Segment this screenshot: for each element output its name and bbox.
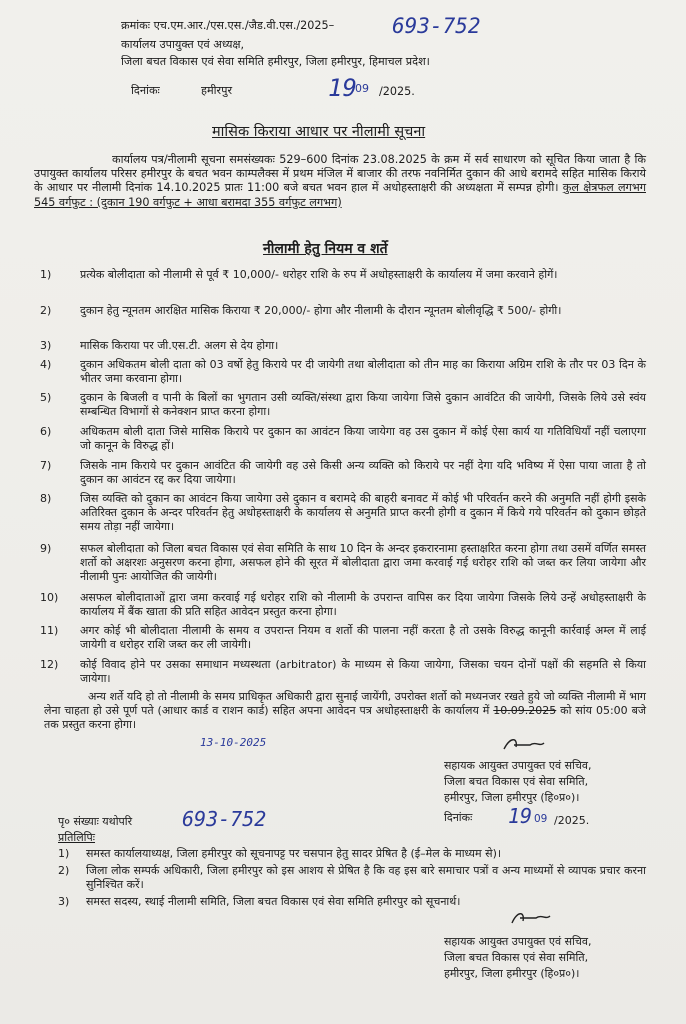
rule-number: 4) [40,358,52,371]
date-place: हमीरपुर [201,84,233,97]
copy-number: 2) [58,864,70,877]
signature-office-2: जिला बचत विकास एवं सेवा समिति, [444,951,589,964]
rules-title: नीलामी हेतु नियम व शर्ते [263,241,388,257]
handwritten-reference-number: 693-752 [392,14,481,38]
rule-text: मासिक किराया पर जी.एस.टी. अलग से देय होगा। [80,339,279,352]
signature-designation-1: सहायक आयुक्त उपायुक्त एवं सचिव, [444,759,592,772]
rule-text: दुकान अधिकतम बोली दाता को 03 वर्षो हेतु किराये पर दी जायेगी तथा बोलीदाता को तीन माह का किराया अग्रिम राशि के तौर पर 03 दिन के भीतर जमा करवाना होगा। [80,358,646,385]
rule-text: सफल बोलीदाता को जिला बचत विकास एवं सेवा समिति के साथ 10 दिन के अन्दर इकरारनामा हस्ताक्षरित करना होगा तथा उसमें वर्णित समस्त शर्तो को अक्षरशः अनुसरण करना होगा, असफल होने की सूरत में बोलीदाता द्वारा जमा करवाई गई धरोहर राशि को जब्त कर लिया जायेगा और नीलामी पुनः आयोजित की जायेगी। [80,542,646,583]
struck-date: 10.09.2025 [493,704,557,717]
notice-title: मासिक किराया आधार पर नीलामी सूचना [212,124,426,140]
signature-initials-1 [500,735,546,755]
date-year: /2025. [379,85,415,98]
endorsement-reference-label: पृ० संख्याः यथोपरि [58,815,133,828]
rule-text: अधिकतम बोली दाता जिसे मासिक किराये पर दुकान का आवंटन किया जायेगा वह उस दुकान में कोई ऐसा कार्य या गतिविधियाँ नहीं चलाएगा जो कानून के विरुद्ध हों। [80,425,646,452]
copy-text: समस्त कार्यालयाध्यक्ष, जिला हमीरपुर को सूचनापट्ट पर चसपान हेतु सादर प्रेषित है (ई–मेल के माध्यम से)। [86,847,502,860]
closing-text-part1: अन्य शर्ते यदि हो तो नीलामी के समय प्राधिकृत अधिकारी द्वारा सुनाई जायेंगी, उपरोक्त शर्तो को मध्यनजर रखते हुये जो व्यक्ति नीलामी में भाग लेना चाहता हो उसे पूर्ण पते (आधार कार्ड व राशन कार्ड) सहित अपना आवेदन पत्र अधोहस्ताक्षरी के कार्यालय में [44,690,646,717]
signature-location-1: हमीरपुर, जिला हमीरपुर (हि०प्र०)। [444,791,580,804]
rule-number: 11) [40,624,59,637]
rule-number: 7) [40,459,52,472]
intro-text: कार्यालय पत्र/नीलामी सूचना समसंख्यकः 529–600 दिनांक 23.08.2025 के क्रम में सर्व साधारण को सूचित किया जाता है कि उपायुक्त कार्यालय परिसर हमीरपुर के बचत भवन काम्पलैक्स में प्रथम मंजिल में बाजार की तरफ नवनिर्मित दुकान की आधे बरामदे सहित मासिक किराये के आधार पर नीलामी दिनांक 14.10.2025 प्रातः 11:00 बजे बचत भवन हाल में अधोहस्ताक्षरी की अध्यक्षता में सम्पन्न होगी। [34,153,646,195]
handwritten-date-month: 09 [355,82,369,95]
rule-text: अगर कोई भी बोलीदाता नीलामी के समय व उपरान्त नियम व शर्तो की पालना नहीं करता है तो उसके विरुद्ध कानूनी कार्रवाई अम्ल में लाई जायेगी व धरोहर राशि जब्त कर ली जायेगी। [80,624,646,651]
signature-location-2: हमीरपुर, जिला हमीरपुर (हि०प्र०)। [444,967,580,980]
handwritten-date-day: 19 [328,74,357,102]
rule-number: 8) [40,492,52,505]
rule-number: 3) [40,339,52,352]
rule-number: 6) [40,425,52,438]
handwritten-revised-date: 13-10-2025 [200,736,267,749]
intro-area-underlined: कुल क्षेत्रफल लगभग 545 वर्गफुट : (दुकान 190 वर्गफुट + आधा बरामदा 355 वर्गफुट लगभग) [34,181,646,209]
signature-office-1: जिला बचत विकास एवं सेवा समिति, [444,775,589,788]
rule-number: 10) [40,591,59,604]
copy-number: 3) [58,895,70,908]
rule-text: प्रत्येक बोलीदाता को नीलामी से पूर्व ₹ 10,000/- धरोहर राशि के रुप में अधोहस्ताक्षरी के कार्यालय में जमा करवाने होगें। [80,268,558,281]
signature-date-year: /2025. [554,814,590,827]
closing-text-part2: को सांय 05:00 बजे तक प्रस्तुत करना होगा। [44,704,647,731]
signature-designation-2: सहायक आयुक्त उपायुक्त एवं सचिव, [444,935,592,948]
rule-text: दुकान के बिजली व पानी के बिलों का भुगतान उसी व्यक्ति/संस्था द्वारा किया जायेगा जिसे दुकान आवंटित की जायेगी, जिसके लिये उसे स्वंय सम्बन्धित विभागों से कनेक्शन प्राप्त करना होगा। [80,391,646,418]
rule-number: 12) [40,658,59,671]
rule-number: 5) [40,391,52,404]
rule-text: दुकान हेतु न्यूनतम आरक्षित मासिक किराया ₹ 20,000/- होगा और नीलामी के दौरान न्यूनतम बोलीवृद्धि ₹ 500/- होगी। [80,304,562,317]
signature-date-label: दिनांकः [444,811,473,824]
copy-text: समस्त सदस्य, स्थाई नीलामी समिति, जिला बचत विकास एवं सेवा समिति हमीरपुर को सूचनार्थ। [86,895,461,908]
signature-date-month: 09 [534,813,548,825]
copy-text: जिला लोक सम्पर्क अधिकारी, जिला हमीरपुर को इस आशय से प्रेषित है कि वह इस बारे समाचार पत्रों व अन्य माध्यमों से व्यापक प्रचार करना सुनिश्चित करें। [86,864,646,891]
rule-text: असफल बोलीदाताओं द्वारा जमा करवाई गई धरोहर राशि को नीलामी के उपरान्त वापिस कर दिया जायेगा जिसके लिये उन्हें अधोहस्ताक्षरी के कार्यालय में बैंक खाता की प्रति सहित आवेदन प्रस्तुत करना होगा। [80,591,646,618]
office-line-2: जिला बचत विकास एवं सेवा समिति हमीरपुर, जिला हमीरपुर, हिमाचल प्रदेश। [121,55,430,68]
signature-initials-2 [508,908,552,930]
signature-date-day: 19 [508,804,533,828]
copy-to-label: प्रतिलिपिः [58,831,96,844]
reference-number-label: क्रमांकः एच.एम.आर./एस.एस./जैड.वी.एस./2025– [121,19,335,32]
rule-text: जिस व्यक्ति को दुकान का आवंटन किया जायेगा उसे दुकान व बरामदे की बाहरी बनावट में कोई भी परिवर्तन करने की अनुमति नहीं होगी इसके अतिरिक्त दुकान के अन्दर परिवर्तन हेतु अधोहस्ताक्षरी के कार्यालय से अनुमति प्राप्त करनी होगी व दुकान में किये गये परिवर्तन को दुकान छोड़ते समय तोड़ा नहीं जायेगा। [80,492,646,533]
date-label: दिनांकः [131,84,160,97]
closing-paragraph [44,690,646,732]
handwritten-endorsement-number: 693-752 [182,807,267,831]
copy-number: 1) [58,847,70,860]
office-line-1: कार्यालय उपायुक्त एवं अध्यक्ष, [121,38,245,51]
rule-number: 9) [40,542,52,555]
rule-number: 2) [40,304,52,317]
rule-number: 1) [40,268,52,281]
rule-text: कोई विवाद होने पर उसका समाधान मध्यस्थता (arbitrator) के माध्यम से किया जायेगा, जिसका चयन दोनों पक्षों की सहमति से किया जायेगा। [80,658,646,685]
intro-paragraph [34,153,646,210]
rule-text: जिसके नाम किराये पर दुकान आवंटित की जायेगी वह उसे किसी अन्य व्यक्ति को किराये पर नहीं देगा यदि भविष्य में ऐसा पाया जाता है तो दुकान का आवंटन रद्द कर दिया जायेगा। [80,459,646,486]
